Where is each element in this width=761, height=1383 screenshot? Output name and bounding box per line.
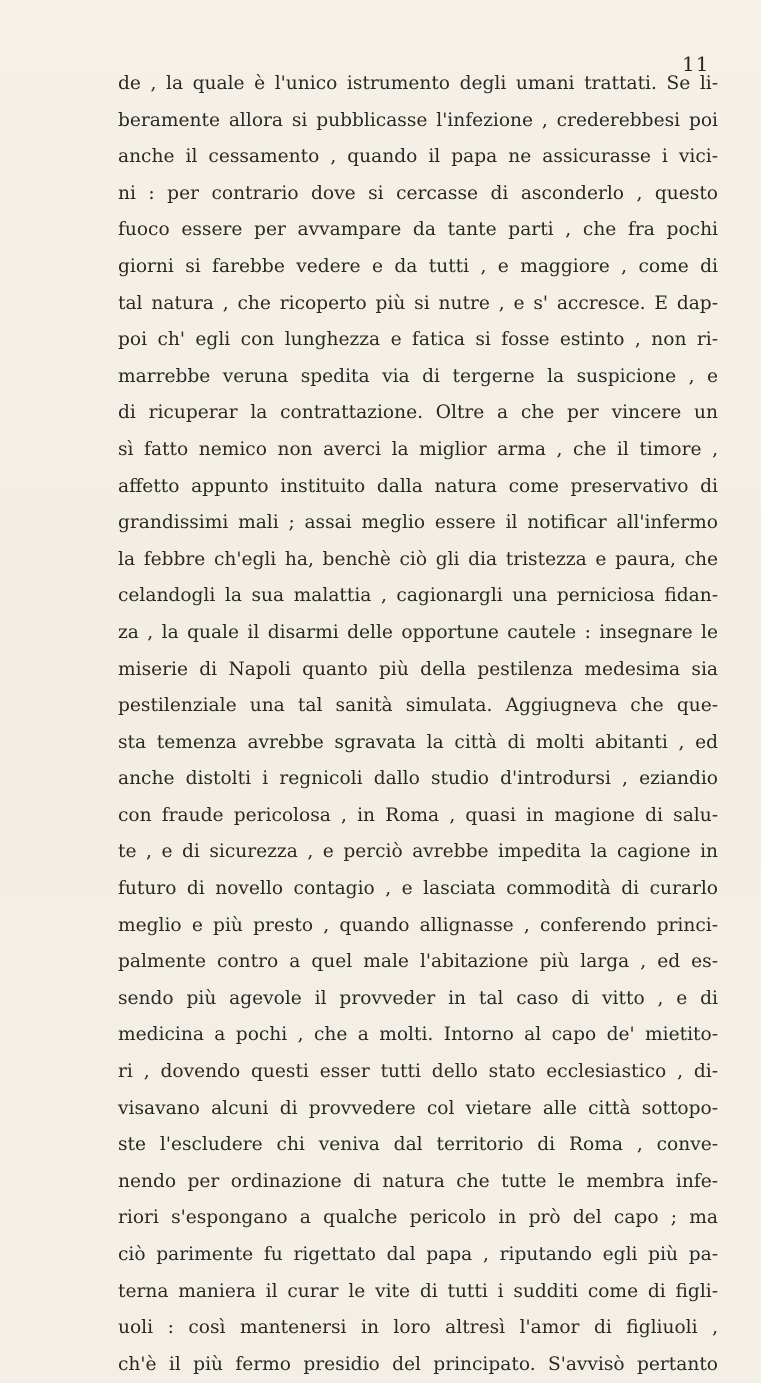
text-line: con fraude pericolosa , in Roma , quasi in magione di salu-: [118, 804, 718, 826]
text-line: te , e di sicurezza , e perciò avrebbe impedita la cagione in: [118, 841, 718, 863]
text-line: palmente contro a quel male l'abitazione più larga , ed es-: [118, 951, 718, 973]
text-line: medicina a pochi , che a molti. Intorno al capo de' mietito-: [118, 1024, 718, 1046]
text-line: za , la quale il disarmi delle opportune cautele : insegnare le: [118, 621, 718, 643]
text-line: tal natura , che ricoperto più si nutre , e s' accresce. E dap-: [118, 292, 718, 314]
text-line: anche il cessamento , quando il papa ne assicurasse i vici-: [118, 146, 718, 168]
text-line: ri , dovendo questi esser tutti dello stato ecclesiastico , di-: [118, 1061, 718, 1083]
text-line: miserie di Napoli quanto più della pestilenza medesima sia: [118, 658, 718, 680]
text-line: visavano alcuni di provvedere col vietare alle città sottopo-: [118, 1097, 718, 1119]
page-number: 11: [682, 52, 710, 76]
text-line: giorni si farebbe vedere e da tutti , e maggiore , come di: [118, 255, 718, 277]
text-line: affetto appunto instituito dalla natura come preservativo di: [118, 475, 718, 497]
text-line: riori s'espongano a qualche pericolo in prò del capo ; ma: [118, 1207, 718, 1229]
text-line: la febbre ch'egli ha, benchè ciò gli dia tristezza e paura, che: [118, 548, 718, 570]
text-line: sta temenza avrebbe sgravata la città di molti abitanti , ed: [118, 731, 718, 753]
text-line: ni : per contrario dove si cercasse di asconderlo , questo: [118, 182, 718, 204]
text-line: uoli : così mantenersi in loro altresì l'amor di figliuoli ,: [118, 1317, 718, 1339]
text-line: grandissimi mali ; assai meglio essere il notificar all'infermo: [118, 512, 718, 534]
text-line: pestilenziale una tal sanità simulata. Aggiugneva che que-: [118, 695, 718, 717]
text-line: sendo più agevole il provveder in tal caso di vitto , e di: [118, 987, 718, 1009]
text-line: di ricuperar la contrattazione. Oltre a che per vincere un: [118, 402, 718, 424]
text-line: fuoco essere per avvampare da tante parti , che fra pochi: [118, 219, 718, 241]
text-line: meglio e più presto , quando allignasse , conferendo princi-: [118, 914, 718, 936]
text-line: nendo per ordinazione di natura che tutte le membra infe-: [118, 1170, 718, 1192]
text-line: anche distolti i regnicoli dallo studio d'introdursi , eziandio: [118, 768, 718, 790]
text-line: futuro di novello contagio , e lasciata commodità di curarlo: [118, 878, 718, 900]
text-line: beramente allora si pubblicasse l'infezione , crederebbesi poi: [118, 109, 718, 131]
text-line: celandogli la sua malattia , cagionargli una perniciosa fidan-: [118, 585, 718, 607]
text-line: ch'è il più fermo presidio del principato. S'avvisò pertanto: [118, 1353, 718, 1375]
text-line: de , la quale è l'unico istrumento degli umani trattati. Se li-: [118, 73, 718, 94]
text-line: ste l'escludere chi veniva dal territorio di Roma , conve-: [118, 1134, 718, 1156]
text-line: ciò parimente fu rigettato dal papa , riputando egli più pa-: [118, 1244, 718, 1265]
body-text: [118, 66, 718, 1383]
text-line: terna maniera il curar le vite di tutti i sudditi come di figli-: [118, 1280, 718, 1302]
text-line: sì fatto nemico non averci la miglior arma , che il timore ,: [118, 438, 718, 460]
text-line: marrebbe veruna spedita via di tergerne la suspicione , e: [118, 365, 718, 387]
text-line: poi ch' egli con lunghezza e fatica si fosse estinto , non ri-: [118, 329, 718, 351]
